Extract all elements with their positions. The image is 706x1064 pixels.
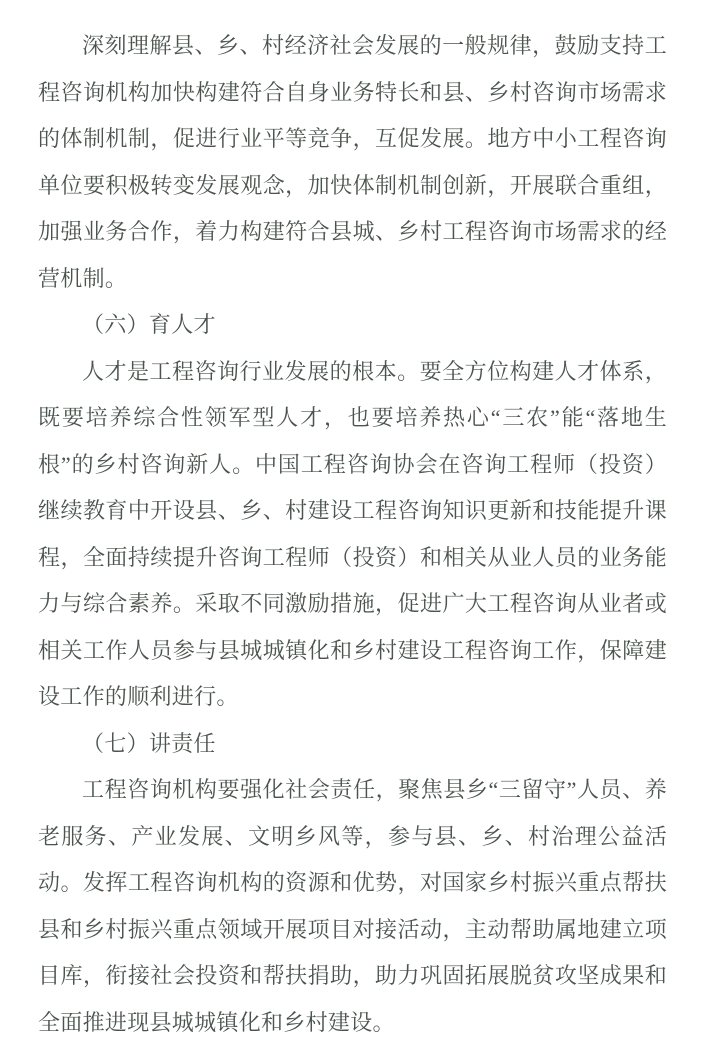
paragraph-mechanism-development: 深刻理解县、乡、村经济社会发展的一般规律，鼓励支持工程咨询机构加快构建符合自身业务特长和县、乡村咨询市场需求的体制机制，促进行业平等竞争，互促发展。地方中小工程咨询单位要积极转变发展观念，加快体制机制创新，开展联合重组，加强业务合作，着力构建符合县城、乡村工程咨询市场需求的经营机制。: [38, 33, 667, 291]
section-heading-7-responsibility: （七）讲责任: [82, 730, 216, 756]
section-heading-6-talent: （六）育人才: [82, 312, 216, 337]
paragraph-social-responsibility: 工程咨询机构要强化社会责任，聚焦县乡“三留守”人员、养老服务、产业发展、文明乡风等，参与县、乡、村治理公益活动。发挥工程咨询机构的资源和优势，对国家乡村振兴重点帮扶县和乡村振兴重点领域开展项目对接活动，主动帮助属地建立项目库，衔接社会投资和帮扶捐助，助力巩固拓展脱贫攻坚成果和全面推进现县城城镇化和乡村建设。: [38, 777, 667, 1035]
paragraph-talent-cultivation: 人才是工程咨询行业发展的根本。要全方位构建人才体系，既要培养综合性领军型人才，也要培养热心“三农”能“落地生根”的乡村咨询新人。中国工程咨询协会在咨询工程师（投资）继续教育中开设县、乡、村建设工程咨询知识更新和技能提升课程，全面持续提升咨询工程师（投资）和相关从业人员的业务能力与综合素养。采取不同激励措施，促进广大工程咨询从业者或相关工作人员参与县城城镇化和乡村建设工程咨询工作，保障建设工作的顺利进行。: [38, 358, 667, 709]
